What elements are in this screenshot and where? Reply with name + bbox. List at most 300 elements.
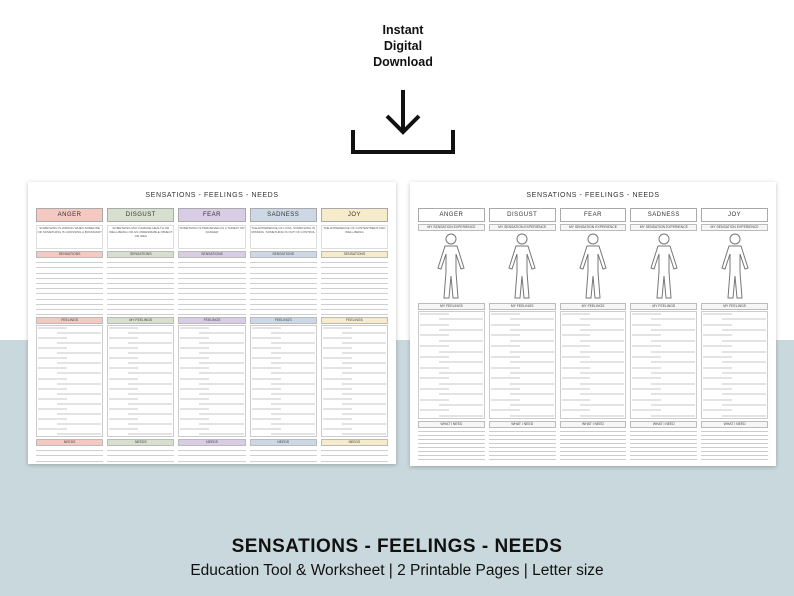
sensation-row-line [250,310,317,315]
sensation-experience-label: MY SENSATION EXPERIENCE [630,224,697,231]
feeling-word [420,399,449,401]
download-line-1: Instant [382,23,424,37]
feeling-word [109,408,138,410]
my-feelings-label: MY FEELINGS [630,303,697,310]
feeling-word [38,398,67,400]
feeling-word [57,413,101,415]
feeling-word [420,345,449,347]
sensation-experience-label: MY SENSATION EXPERIENCE [701,224,768,231]
download-arrow-icon [351,90,455,154]
feelings-list [36,325,103,437]
sensations-heading: SENSATIONS [178,251,245,258]
feeling-word [199,393,243,395]
feeling-word [128,342,172,344]
feelings-heading: MY FEELINGS [107,317,174,324]
feeling-word [651,404,695,406]
feeling-word [252,378,281,380]
feelings-list [560,311,627,419]
feeling-word [580,318,624,320]
feeling-word [57,352,101,354]
sensation-row [178,258,245,315]
worksheet-header: ANGER [418,208,485,222]
feeling-word [510,383,554,385]
feeling-word [439,318,483,320]
feeling-word [703,399,732,401]
feeling-word [632,399,661,401]
feeling-word [342,393,386,395]
feeling-word [562,334,591,336]
feeling-word [180,428,209,430]
feeling-word [491,356,520,358]
feeling-word [632,313,661,315]
feeling-word [199,383,243,385]
emotion-description: THE EXPERIENCE OF LOSS, SOMETHING IS MISSING, SOMETHING IS OUT OF CONTROL [250,225,317,249]
worksheet-header: JOY [701,208,768,222]
need-row-line [107,456,174,461]
feeling-word [109,327,138,329]
feeling-word [180,367,209,369]
feeling-word [491,399,520,401]
feeling-word [580,351,624,353]
need-row [36,446,103,462]
feeling-word [342,332,386,334]
sensation-row [107,258,174,315]
feeling-word [128,372,172,374]
feeling-word [439,340,483,342]
worksheet-header: FEAR [560,208,627,222]
feeling-word [439,329,483,331]
sensations-heading: SENSATIONS [36,251,103,258]
feeling-word [420,377,449,379]
feeling-word [109,398,138,400]
feeling-word [109,367,138,369]
body-outline [418,231,485,301]
feeling-word [420,324,449,326]
need-row [321,446,388,462]
feeling-word [703,324,732,326]
feeling-word [632,388,661,390]
feeling-word [439,393,483,395]
feeling-word [180,388,209,390]
feeling-word [703,367,732,369]
feeling-word [38,408,67,410]
feeling-word [439,372,483,374]
what-i-need-label: WHAT I NEED [701,421,768,428]
emotion-column [36,208,103,456]
feeling-word [323,388,352,390]
feeling-word [510,318,554,320]
feeling-word [199,372,243,374]
emotion-header: FEAR [178,208,245,222]
sensation-row [36,258,103,315]
emotion-description: SOMETHING MAY DAMAGE HEALTH OR WELL-BEING OR AN UNDESIRABLE OBJECT OR IDEA [107,225,174,249]
feeling-word [439,383,483,385]
feeling-word [252,337,281,339]
feeling-word [510,351,554,353]
feelings-list [178,325,245,437]
feeling-word [580,415,624,417]
feeling-word [199,433,243,435]
feelings-list [489,311,556,419]
feeling-word [342,352,386,354]
write-line [560,456,627,460]
feeling-word [722,329,766,331]
feeling-word [632,377,661,379]
feeling-word [510,329,554,331]
sensation-row-line [321,310,388,315]
worksheet-column [701,208,768,458]
worksheet-header: SADNESS [630,208,697,222]
what-i-need-label: WHAT I NEED [418,421,485,428]
feeling-word [439,404,483,406]
worksheet-column [560,208,627,458]
feeling-word [420,356,449,358]
feeling-word [562,356,591,358]
feeling-word [420,334,449,336]
feeling-word [651,318,695,320]
feeling-word [491,409,520,411]
feeling-word [57,383,101,385]
sensation-row [250,258,317,315]
feeling-word [180,357,209,359]
my-feelings-label: MY FEELINGS [560,303,627,310]
feeling-word [342,383,386,385]
emotion-column [107,208,174,456]
feeling-word [252,327,281,329]
feeling-word [38,418,67,420]
feeling-word [580,383,624,385]
feeling-word [510,415,554,417]
need-row-line [36,456,103,461]
my-feelings-label: MY FEELINGS [489,303,556,310]
feeling-word [510,340,554,342]
feeling-word [651,383,695,385]
feeling-word [632,356,661,358]
feeling-word [632,334,661,336]
feeling-word [252,357,281,359]
feeling-word [510,404,554,406]
feeling-word [491,334,520,336]
needs-heading: NEEDS [250,439,317,446]
human-silhouette-icon [715,232,755,300]
worksheet-column [630,208,697,458]
download-line-3: Download [373,55,433,69]
what-i-need-label: WHAT I NEED [630,421,697,428]
feeling-word [180,378,209,380]
feeling-word [180,418,209,420]
feelings-list [418,311,485,419]
feeling-word [580,340,624,342]
worksheet-column [489,208,556,458]
need-row [178,446,245,462]
feeling-word [342,403,386,405]
feeling-word [323,367,352,369]
feeling-word [651,329,695,331]
feeling-word [703,388,732,390]
feeling-word [271,403,315,405]
needs-heading: NEEDS [107,439,174,446]
feeling-word [57,423,101,425]
feeling-word [632,345,661,347]
feeling-word [109,378,138,380]
feeling-word [323,418,352,420]
feeling-word [722,415,766,417]
feeling-word [510,372,554,374]
feeling-word [199,352,243,354]
feeling-word [323,347,352,349]
what-i-need-label: WHAT I NEED [560,421,627,428]
page-2-title: SENSATIONS - FEELINGS - NEEDS [526,192,660,199]
worksheet-header: DISGUST [489,208,556,222]
feeling-word [128,433,172,435]
feeling-word [38,347,67,349]
feeling-word [632,367,661,369]
feeling-word [562,367,591,369]
worksheet-column [418,208,485,458]
feeling-word [271,372,315,374]
feeling-word [252,418,281,420]
feeling-word [38,357,67,359]
feeling-word [439,351,483,353]
sensation-experience-label: MY SENSATION EXPERIENCE [560,224,627,231]
feeling-word [580,404,624,406]
need-row-line [178,456,245,461]
feeling-word [38,337,67,339]
feeling-word [722,372,766,374]
needs-heading: NEEDS [36,439,103,446]
feeling-word [342,372,386,374]
emotion-header: JOY [321,208,388,222]
human-silhouette-icon [502,232,542,300]
feeling-word [651,361,695,363]
feeling-word [252,388,281,390]
feeling-word [420,409,449,411]
feeling-word [703,377,732,379]
feeling-word [722,351,766,353]
feeling-word [491,367,520,369]
feeling-word [109,357,138,359]
emotion-description: SOMETHING IS WRONG WHEN SOMEONE OR SOMETHING IS CROSSING A BOUNDARY [36,225,103,249]
feeling-word [252,408,281,410]
write-line [489,456,556,460]
feeling-word [342,362,386,364]
feeling-word [180,398,209,400]
human-silhouette-icon [431,232,471,300]
emotion-description: THE EXPERIENCE OF CONTENTMENT AND WELL-BEING [321,225,388,249]
feeling-word [632,409,661,411]
needs-heading: NEEDS [178,439,245,446]
sensation-experience-label: MY SENSATION EXPERIENCE [418,224,485,231]
sensations-heading: SENSATIONS [321,251,388,258]
feeling-word [180,347,209,349]
feeling-word [57,362,101,364]
feeling-word [703,356,732,358]
feelings-list [107,325,174,437]
feeling-word [562,377,591,379]
feeling-word [38,367,67,369]
feeling-word [562,345,591,347]
emotion-column [321,208,388,456]
printable-page-1 [28,182,396,464]
feeling-word [562,313,591,315]
feeling-word [180,327,209,329]
feeling-word [580,329,624,331]
feeling-word [562,324,591,326]
feeling-word [323,327,352,329]
feeling-word [580,361,624,363]
feeling-word [562,388,591,390]
feeling-word [651,372,695,374]
feelings-heading: FEELINGS [178,317,245,324]
body-outline [630,231,697,301]
feeling-word [491,324,520,326]
need-row [250,446,317,462]
feelings-list [321,325,388,437]
feeling-word [323,408,352,410]
feelings-heading: FEELINGS [321,317,388,324]
feeling-word [57,332,101,334]
feeling-word [38,428,67,430]
feelings-heading: FEELINGS [250,317,317,324]
emotion-header: ANGER [36,208,103,222]
sensation-row-line [178,310,245,315]
caption-subtitle: Education Tool & Worksheet | 2 Printable Pages | Letter size [190,562,604,579]
feeling-word [651,340,695,342]
feeling-word [722,393,766,395]
feeling-word [323,337,352,339]
what-i-need-label: WHAT I NEED [489,421,556,428]
feeling-word [57,342,101,344]
feeling-word [722,383,766,385]
feeling-word [420,313,449,315]
feeling-word [109,347,138,349]
feeling-word [323,357,352,359]
need-row-line [321,456,388,461]
feeling-word [271,342,315,344]
feeling-word [703,334,732,336]
sensation-row-line [36,310,103,315]
feeling-word [57,403,101,405]
feeling-word [722,318,766,320]
feeling-word [38,378,67,380]
feeling-word [323,428,352,430]
feeling-word [632,324,661,326]
emotion-header: SADNESS [250,208,317,222]
feeling-word [271,332,315,334]
feeling-word [38,388,67,390]
caption [0,536,794,580]
feeling-word [651,393,695,395]
sensations-heading: SENSATIONS [107,251,174,258]
feeling-word [252,428,281,430]
feeling-word [199,332,243,334]
feeling-word [491,313,520,315]
feeling-word [491,377,520,379]
feeling-word [562,399,591,401]
feeling-word [128,383,172,385]
body-outline [701,231,768,301]
sensation-row [321,258,388,315]
sensation-experience-label: MY SENSATION EXPERIENCE [489,224,556,231]
feeling-word [252,367,281,369]
body-outline [560,231,627,301]
feeling-word [703,345,732,347]
feeling-word [342,342,386,344]
printable-page-2 [410,182,776,466]
caption-title: SENSATIONS - FEELINGS - NEEDS [231,536,563,557]
my-feelings-label: MY FEELINGS [418,303,485,310]
feeling-word [57,372,101,374]
feeling-word [703,313,732,315]
feeling-word [271,383,315,385]
feeling-word [128,423,172,425]
feeling-word [420,367,449,369]
human-silhouette-icon [573,232,613,300]
feelings-list [630,311,697,419]
feeling-word [271,413,315,415]
feeling-word [491,345,520,347]
feeling-word [128,332,172,334]
download-label [330,22,476,70]
needs-heading: NEEDS [321,439,388,446]
feeling-word [342,413,386,415]
feeling-word [57,393,101,395]
body-outline [489,231,556,301]
feeling-word [128,352,172,354]
feelings-list [250,325,317,437]
need-row-line [250,456,317,461]
feeling-word [128,362,172,364]
feeling-word [57,433,101,435]
feeling-word [199,342,243,344]
write-line [418,456,485,460]
feeling-word [491,388,520,390]
feeling-word [323,378,352,380]
feeling-word [38,327,67,329]
sensation-row-line [107,310,174,315]
feeling-word [342,433,386,435]
feeling-word [439,415,483,417]
feeling-word [271,393,315,395]
feeling-word [722,340,766,342]
feeling-word [580,393,624,395]
emotion-column [250,208,317,456]
feeling-word [252,398,281,400]
feeling-word [271,362,315,364]
feeling-word [562,409,591,411]
feeling-word [180,408,209,410]
feelings-heading: FEELINGS [36,317,103,324]
feeling-word [439,361,483,363]
emotion-column [178,208,245,456]
emotion-header: DISGUST [107,208,174,222]
page-1-title: SENSATIONS - FEELINGS - NEEDS [145,192,279,199]
feeling-word [199,403,243,405]
feeling-word [128,403,172,405]
my-feelings-label: MY FEELINGS [701,303,768,310]
feeling-word [651,351,695,353]
feeling-word [109,428,138,430]
feeling-word [128,393,172,395]
feeling-word [271,423,315,425]
feelings-list [701,311,768,419]
write-line [630,456,697,460]
feeling-word [252,347,281,349]
feeling-word [651,415,695,417]
feeling-word [109,418,138,420]
feeling-word [271,433,315,435]
feeling-word [199,413,243,415]
